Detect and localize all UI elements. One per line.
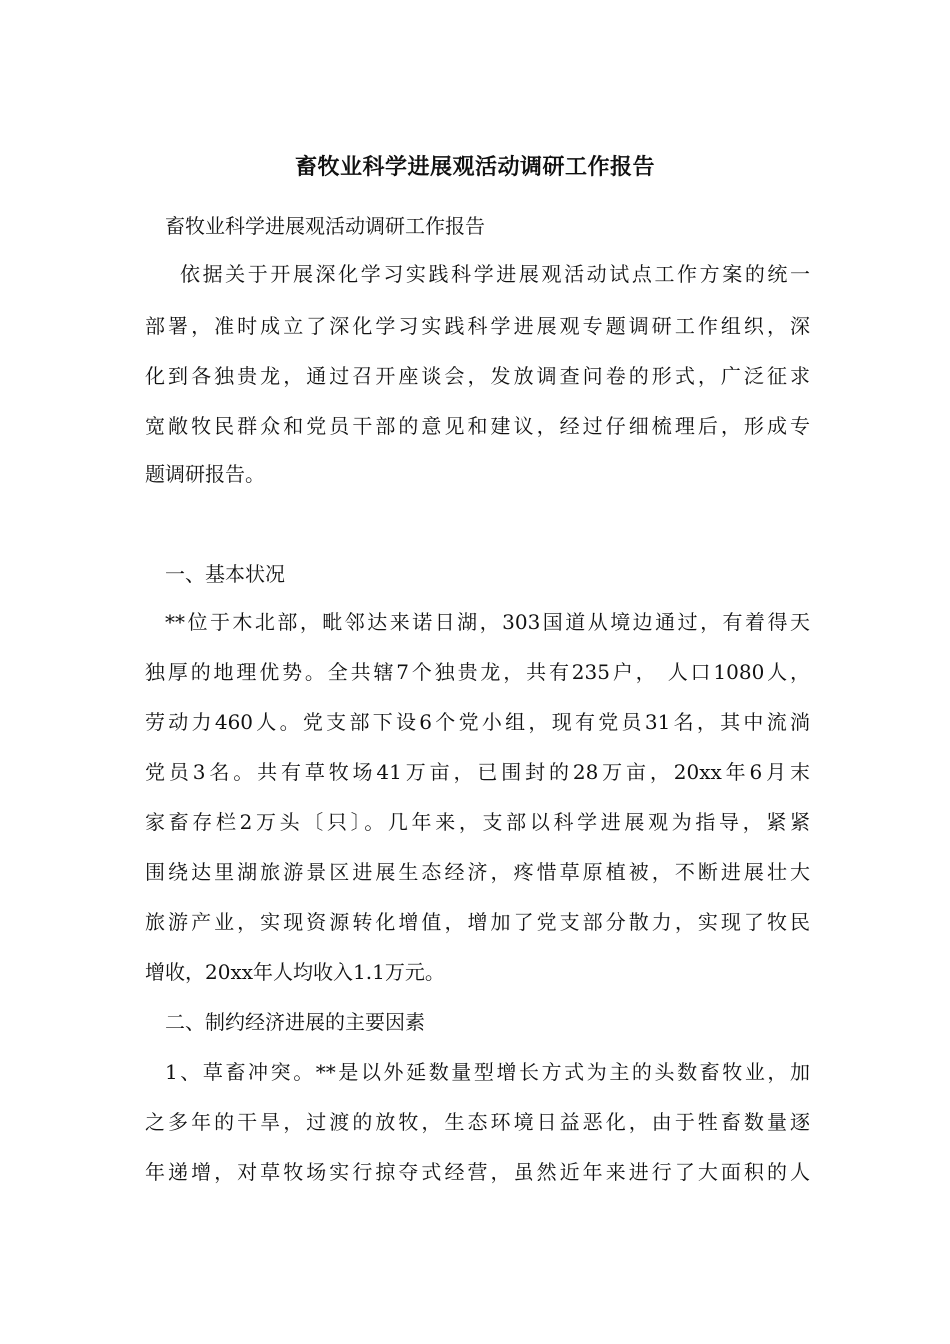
paragraph-line: 年递增，对草牧场实行掠夺式经营，虽然近年来进行了大面积的人 <box>145 1160 810 1184</box>
paragraph-line: 旅游产业，实现资源转化增值，增加了党支部分散力，实现了牧民 <box>145 910 810 934</box>
paragraph-line: 家畜存栏2万头〔只〕。几年来，支部以科学进展观为指导，紧紧 <box>145 810 810 834</box>
paragraph-line: 围绕达里湖旅游景区进展生态经济，疼惜草原植被，不断进展壮大 <box>145 860 810 884</box>
paragraph-line: 增收，20xx年人均收入1.1万元。 <box>145 960 445 984</box>
paragraph-line: 题调研报告。 <box>145 462 265 486</box>
paragraph-line: 部署，准时成立了深化学习实践科学进展观专题调研工作组织，深 <box>145 314 810 338</box>
paragraph-line: 1、草畜冲突。**是以外延数量型增长方式为主的头数畜牧业，加 <box>165 1060 810 1084</box>
section-heading: 二、制约经济进展的主要因素 <box>165 1010 425 1034</box>
document-title: 畜牧业科学进展观活动调研工作报告 <box>294 154 655 180</box>
paragraph-line: 依据关于开展深化学习实践科学进展观活动试点工作方案的统一 <box>180 262 810 286</box>
paragraph-line: 化到各独贵龙，通过召开座谈会，发放调查问卷的形式，广泛征求 <box>145 364 810 388</box>
subtitle-line: 畜牧业科学进展观活动调研工作报告 <box>165 214 485 238</box>
paragraph-line: **位于木北部，毗邻达来诺日湖，303国道从境边通过，有着得天 <box>165 610 810 634</box>
paragraph-line: 党员3名。共有草牧场41万亩，已围封的28万亩，20xx年6月末 <box>145 760 810 784</box>
paragraph-line: 宽敞牧民群众和党员干部的意见和建议，经过仔细梳理后，形成专 <box>145 414 810 438</box>
paragraph-line: 之多年的干旱，过渡的放牧，生态环境日益恶化，由于牲畜数量逐 <box>145 1110 810 1134</box>
paragraph-line: 独厚的地理优势。全共辖7个独贵龙，共有235户， 人口1080人， <box>145 660 810 684</box>
paragraph-line: 劳动力460人。党支部下设6个党小组，现有党员31名，其中流淌 <box>145 710 810 734</box>
section-heading: 一、基本状况 <box>165 562 285 586</box>
